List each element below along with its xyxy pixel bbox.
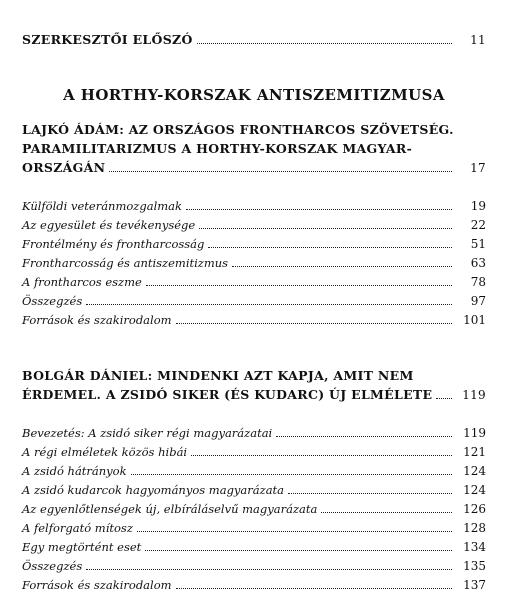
toc-entry[interactable] bbox=[22, 502, 486, 516]
part-title: A HORTHY-KORSZAK ANTISZEMITIZMUSA bbox=[63, 86, 445, 104]
toc-entry-label: Egy megtörtént eset bbox=[22, 540, 142, 554]
toc-entry-label: Az egyesület és tevékenysége bbox=[22, 218, 196, 232]
toc-entry-page: 126 bbox=[463, 502, 486, 516]
toc-entry-label: Források és szakirodalom bbox=[22, 578, 172, 592]
toc-entry[interactable] bbox=[22, 256, 486, 270]
dot-leader bbox=[288, 493, 452, 494]
dot-leader bbox=[145, 550, 452, 551]
toc-row-page: 11 bbox=[470, 33, 486, 47]
toc-entry-page: 119 bbox=[463, 426, 486, 440]
toc-entry-label: Összegzés bbox=[22, 294, 83, 308]
dot-leader bbox=[321, 512, 452, 513]
toc-entry-page: 22 bbox=[470, 218, 486, 232]
toc-entry-label: A felforgató mítosz bbox=[22, 521, 133, 535]
section-title-line: LAJKÓ ÁDÁM: AZ ORSZÁGOS FRONTHARCOS SZÖVETSÉG. bbox=[22, 122, 454, 137]
section-title-last-line bbox=[22, 385, 486, 405]
section-title-last-line bbox=[22, 158, 486, 178]
toc-entry[interactable] bbox=[22, 237, 486, 251]
dot-leader bbox=[436, 398, 452, 399]
toc-entry-page: 51 bbox=[470, 237, 486, 251]
toc-entry-label: Külföldi veteránmozgalmak bbox=[22, 199, 182, 213]
toc-entry[interactable] bbox=[22, 540, 486, 554]
toc-entry[interactable] bbox=[22, 464, 486, 478]
section-title-line: ÉRDEMEL. A ZSIDÓ SIKER (ÉS KUDARC) ÚJ ELMÉLETE bbox=[22, 387, 433, 402]
dot-leader bbox=[131, 474, 452, 475]
toc-entry-label: A régi elméletek közös hibái bbox=[22, 445, 188, 459]
dot-leader bbox=[137, 531, 452, 532]
toc-entry-page: 128 bbox=[463, 521, 486, 535]
dot-leader bbox=[176, 588, 452, 589]
dot-leader bbox=[197, 43, 452, 44]
toc-entry-page: 63 bbox=[470, 256, 486, 270]
toc-entry-page: 135 bbox=[463, 559, 486, 573]
toc-entry-page: 78 bbox=[470, 275, 486, 289]
toc-entry-label: A frontharcos eszme bbox=[22, 275, 142, 289]
toc-entry[interactable] bbox=[22, 313, 486, 327]
dot-leader bbox=[232, 266, 452, 267]
dot-leader bbox=[199, 228, 452, 229]
section-title-line: BOLGÁR DÁNIEL: MINDENKI AZT KAPJA, AMIT NEM bbox=[22, 368, 414, 383]
toc-entry-label: A zsidó kudarcok hagyományos magyarázata bbox=[22, 483, 285, 497]
toc-entry-page: 124 bbox=[463, 483, 486, 497]
toc-entry-label: Források és szakirodalom bbox=[22, 313, 172, 327]
dot-leader bbox=[191, 455, 452, 456]
toc-entry[interactable] bbox=[22, 483, 486, 497]
toc-entry[interactable] bbox=[22, 275, 486, 289]
section-page: 17 bbox=[470, 161, 486, 175]
toc-entry-page: 101 bbox=[463, 313, 486, 327]
toc-entry-label: Összegzés bbox=[22, 559, 83, 573]
dot-leader bbox=[86, 569, 452, 570]
dot-leader bbox=[176, 323, 452, 324]
toc-entry-page: 121 bbox=[463, 445, 486, 459]
section-heading-1[interactable] bbox=[22, 120, 486, 178]
dot-leader bbox=[109, 171, 452, 172]
toc-row-label: SZERKESZTŐI ELŐSZÓ bbox=[22, 32, 193, 47]
section-title-line: PARAMILITARIZMUS A HORTHY-KORSZAK MAGYAR- bbox=[22, 141, 413, 156]
toc-entry-label: Bevezetés: A zsidó siker régi magyarázatai bbox=[22, 426, 273, 440]
toc-entry-label: Az egyenlőtlenségek új, elbíráláselvű magyarázata bbox=[22, 502, 318, 516]
dot-leader bbox=[86, 304, 452, 305]
toc-entry-page: 137 bbox=[463, 578, 486, 592]
dot-leader bbox=[276, 436, 452, 437]
toc-entry[interactable] bbox=[22, 559, 486, 573]
toc-entry[interactable] bbox=[22, 294, 486, 308]
toc-entry-page: 124 bbox=[463, 464, 486, 478]
toc-entry-label: A zsidó hátrányok bbox=[22, 464, 127, 478]
toc-row-editor-preface[interactable] bbox=[22, 32, 486, 47]
toc-entry[interactable] bbox=[22, 426, 486, 440]
section-heading-2[interactable] bbox=[22, 366, 486, 405]
toc-entry[interactable] bbox=[22, 521, 486, 535]
dot-leader bbox=[186, 209, 452, 210]
toc-entry-label: Frontharcosság és antiszemitizmus bbox=[22, 256, 229, 270]
section-page: 119 bbox=[462, 388, 486, 402]
toc-entry-page: 97 bbox=[470, 294, 486, 308]
toc-entry[interactable] bbox=[22, 199, 486, 213]
dot-leader bbox=[146, 285, 452, 286]
toc-entry[interactable] bbox=[22, 578, 486, 592]
toc-entry[interactable] bbox=[22, 218, 486, 232]
toc-entry-page: 19 bbox=[470, 199, 486, 213]
dot-leader bbox=[208, 247, 452, 248]
toc-entry-label: Frontélmény és frontharcosság bbox=[22, 237, 205, 251]
section-title-line: ORSZÁGÁN bbox=[22, 160, 106, 175]
toc-entry-page: 134 bbox=[463, 540, 486, 554]
toc-entry[interactable] bbox=[22, 445, 486, 459]
